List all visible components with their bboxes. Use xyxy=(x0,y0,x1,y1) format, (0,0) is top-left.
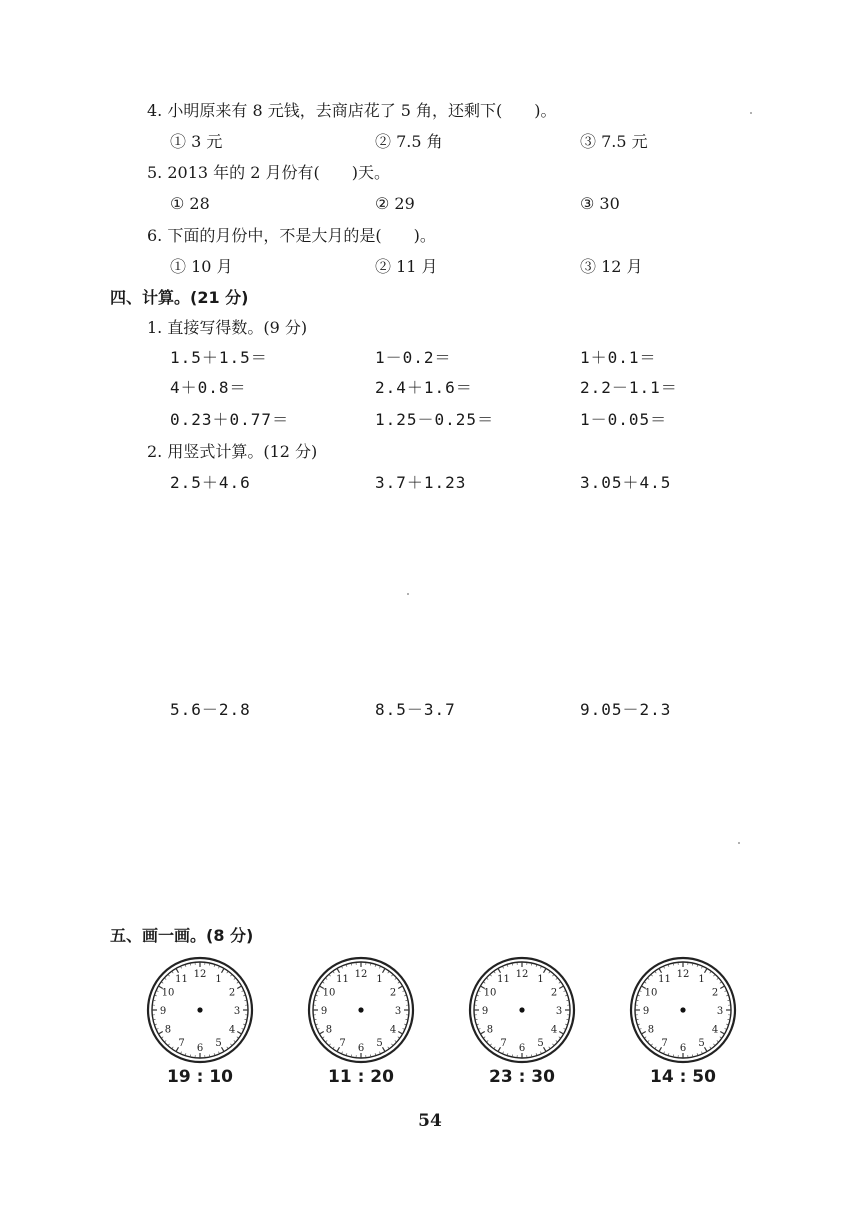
clock-face xyxy=(628,955,738,1065)
question-4-stem: 4. 小明原来有 8 元钱，去商店花了 5 角，还剩下( )。 xyxy=(147,101,557,120)
page-number: 54 xyxy=(418,1111,442,1131)
clock-tick xyxy=(391,974,393,976)
clock-numeral: 12 xyxy=(515,969,529,980)
clock-numeral: 7 xyxy=(339,1038,346,1050)
clock-tick xyxy=(237,1032,241,1035)
vertical-calc-item: 8.5－3.7 xyxy=(375,700,456,719)
mental-math-item: 1＋0.1＝ xyxy=(580,348,657,367)
mental-math-item: 1－0.05＝ xyxy=(580,410,668,429)
clock-tick xyxy=(544,968,547,972)
clock-tick xyxy=(651,974,653,976)
clock-numeral: 4 xyxy=(550,1024,558,1036)
clock-tick xyxy=(559,1032,563,1035)
clock-tick xyxy=(325,1040,327,1042)
clock-time-label: 14 : 50 xyxy=(650,1067,716,1087)
clock-time-label: 23 : 30 xyxy=(489,1067,555,1087)
clock-tick xyxy=(490,1044,492,1046)
mental-math-item: 0.23＋0.77＝ xyxy=(170,410,290,429)
clock-tick xyxy=(237,986,241,989)
scan-speck xyxy=(750,112,752,114)
clock-numeral: 8 xyxy=(325,1024,333,1036)
clock-numeral: 6 xyxy=(196,1043,204,1054)
clock-numeral: 11 xyxy=(175,973,188,985)
clock-numeral: 2 xyxy=(550,987,558,999)
clock-tick xyxy=(480,1032,484,1035)
clock-numeral: 1 xyxy=(376,973,383,985)
clock-numeral: 5 xyxy=(376,1038,383,1050)
vertical-calc-item: 3.7＋1.23 xyxy=(375,473,467,492)
clock-tick xyxy=(556,978,558,980)
clock-numeral: 4 xyxy=(228,1024,236,1036)
scan-speck xyxy=(738,842,740,844)
clock-tick xyxy=(395,1040,397,1042)
clock-numeral: 8 xyxy=(486,1024,494,1036)
clock-tick xyxy=(720,1032,724,1035)
clock-tick xyxy=(222,968,225,972)
clock-tick xyxy=(705,968,708,972)
question-6-stem: 6. 下面的月份中，不是大月的是( )。 xyxy=(147,226,436,245)
clock-tick xyxy=(325,978,327,980)
clock-numeral: 5 xyxy=(698,1038,705,1050)
clock-tick xyxy=(713,974,715,976)
clock-time-label: 19 : 10 xyxy=(167,1067,233,1087)
clock-numeral: 12 xyxy=(193,969,207,980)
clock-numeral: 5 xyxy=(537,1038,544,1050)
question-6-option-3: ③ 12 月 xyxy=(580,257,643,276)
clock-face xyxy=(306,955,416,1065)
clock-time-label: 11 : 20 xyxy=(328,1067,394,1087)
question-5-option-2: ② 29 xyxy=(375,194,415,213)
clock-tick xyxy=(552,1044,554,1046)
clock-numeral: 2 xyxy=(389,987,397,999)
clock-numeral: 6 xyxy=(357,1043,365,1054)
clock-numeral: 10 xyxy=(483,987,497,999)
vertical-calc-item: 5.6－2.8 xyxy=(170,700,251,719)
scan-speck xyxy=(407,593,409,595)
clock-tick xyxy=(234,1040,236,1042)
clock-numeral: 9 xyxy=(320,1006,328,1017)
clock-numeral: 4 xyxy=(711,1024,719,1036)
clock-numeral: 2 xyxy=(711,987,719,999)
clock-tick xyxy=(222,1047,225,1051)
clock-numeral: 10 xyxy=(644,987,658,999)
clock-tick xyxy=(230,974,232,976)
section-4-part-1-heading: 1. 直接写得数。(9 分) xyxy=(147,318,308,337)
clock-numeral: 6 xyxy=(518,1043,526,1054)
vertical-calc-item: 2.5＋4.6 xyxy=(170,473,251,492)
section-5-heading: 五、画一画。(8 分) xyxy=(110,926,254,945)
question-5-stem: 5. 2013 年的 2 月份有( )天。 xyxy=(147,163,390,182)
clock-numeral: 8 xyxy=(647,1024,655,1036)
clock-numeral: 5 xyxy=(215,1038,222,1050)
mental-math-item: 2.2－1.1＝ xyxy=(580,378,678,397)
clock-tick xyxy=(391,1044,393,1046)
vertical-calc-item: 9.05－2.3 xyxy=(580,700,672,719)
clock-tick xyxy=(647,1040,649,1042)
section-4-heading: 四、计算。(21 分) xyxy=(110,288,249,307)
clock-face xyxy=(467,955,577,1065)
clock-tick xyxy=(713,1044,715,1046)
clock-tick xyxy=(717,1040,719,1042)
clock-tick xyxy=(486,1040,488,1042)
clock-tick xyxy=(556,1040,558,1042)
mental-math-item: 2.4＋1.6＝ xyxy=(375,378,473,397)
clock-tick xyxy=(319,1032,323,1035)
clock-tick xyxy=(234,978,236,980)
clock-numeral: 11 xyxy=(658,973,671,985)
question-5-option-3: ③ 30 xyxy=(580,194,620,213)
clock-tick xyxy=(395,978,397,980)
clock-tick xyxy=(544,1047,547,1051)
clock-numeral: 12 xyxy=(676,969,690,980)
question-5-option-1: ① 28 xyxy=(170,194,210,213)
clock-4[interactable] xyxy=(628,955,738,1087)
clock-tick xyxy=(329,1044,331,1046)
clock-tick xyxy=(498,968,501,972)
clock-numeral: 1 xyxy=(698,973,705,985)
clock-tick xyxy=(486,978,488,980)
clock-center-dot xyxy=(680,1007,685,1012)
clock-numeral: 12 xyxy=(354,969,368,980)
mental-math-item: 4＋0.8＝ xyxy=(170,378,247,397)
section-4-part-2-heading: 2. 用竖式计算。(12 分) xyxy=(147,442,318,461)
clock-center-dot xyxy=(197,1007,202,1012)
clock-numeral: 8 xyxy=(164,1024,172,1036)
clock-numeral: 10 xyxy=(161,987,175,999)
clock-tick xyxy=(705,1047,708,1051)
clock-1[interactable] xyxy=(145,955,255,1087)
clock-tick xyxy=(717,978,719,980)
clock-numeral: 9 xyxy=(159,1006,167,1017)
clock-numeral: 7 xyxy=(178,1038,185,1050)
clock-numeral: 1 xyxy=(215,973,222,985)
question-6-option-1: ① 10 月 xyxy=(170,257,233,276)
clock-tick xyxy=(230,1044,232,1046)
clock-2[interactable] xyxy=(306,955,416,1087)
clock-face xyxy=(145,955,255,1065)
clock-numeral: 3 xyxy=(394,1006,402,1017)
mental-math-item: 1－0.2＝ xyxy=(375,348,452,367)
clock-numeral: 11 xyxy=(497,973,510,985)
clock-tick xyxy=(398,986,402,989)
question-4-option-2: ② 7.5 角 xyxy=(375,132,443,151)
clock-numeral: 11 xyxy=(336,973,349,985)
clock-numeral: 9 xyxy=(642,1006,650,1017)
clock-tick xyxy=(552,974,554,976)
clock-tick xyxy=(659,968,662,972)
clock-numeral: 4 xyxy=(389,1024,397,1036)
clock-numeral: 1 xyxy=(537,973,544,985)
clock-numeral: 2 xyxy=(228,987,236,999)
clock-tick xyxy=(647,978,649,980)
clock-tick xyxy=(490,974,492,976)
clock-numeral: 9 xyxy=(481,1006,489,1017)
clock-tick xyxy=(176,968,179,972)
clock-tick xyxy=(383,968,386,972)
clock-tick xyxy=(641,1032,645,1035)
mental-math-item: 1.5＋1.5＝ xyxy=(170,348,268,367)
question-4-option-1: ① 3 元 xyxy=(170,132,223,151)
clock-center-dot xyxy=(358,1007,363,1012)
clock-tick xyxy=(168,974,170,976)
question-4-option-3: ③ 7.5 元 xyxy=(580,132,648,151)
clock-tick xyxy=(383,1047,386,1051)
clock-numeral: 3 xyxy=(555,1006,563,1017)
clock-tick xyxy=(168,1044,170,1046)
clock-numeral: 6 xyxy=(679,1043,687,1054)
mental-math-item: 1.25－0.25＝ xyxy=(375,410,495,429)
clock-numeral: 7 xyxy=(500,1038,507,1050)
clock-tick xyxy=(164,1040,166,1042)
clock-tick xyxy=(651,1044,653,1046)
clock-numeral: 3 xyxy=(233,1006,241,1017)
clock-numeral: 7 xyxy=(661,1038,668,1050)
clock-tick xyxy=(158,1032,162,1035)
clock-center-dot xyxy=(519,1007,524,1012)
clock-tick xyxy=(329,974,331,976)
clock-tick xyxy=(398,1032,402,1035)
clock-tick xyxy=(559,986,563,989)
vertical-calc-item: 3.05＋4.5 xyxy=(580,473,672,492)
clock-numeral: 10 xyxy=(322,987,336,999)
question-6-option-2: ② 11 月 xyxy=(375,257,438,276)
clock-tick xyxy=(720,986,724,989)
clock-tick xyxy=(337,968,340,972)
clock-numeral: 3 xyxy=(716,1006,724,1017)
clock-tick xyxy=(164,978,166,980)
clock-3[interactable] xyxy=(467,955,577,1087)
